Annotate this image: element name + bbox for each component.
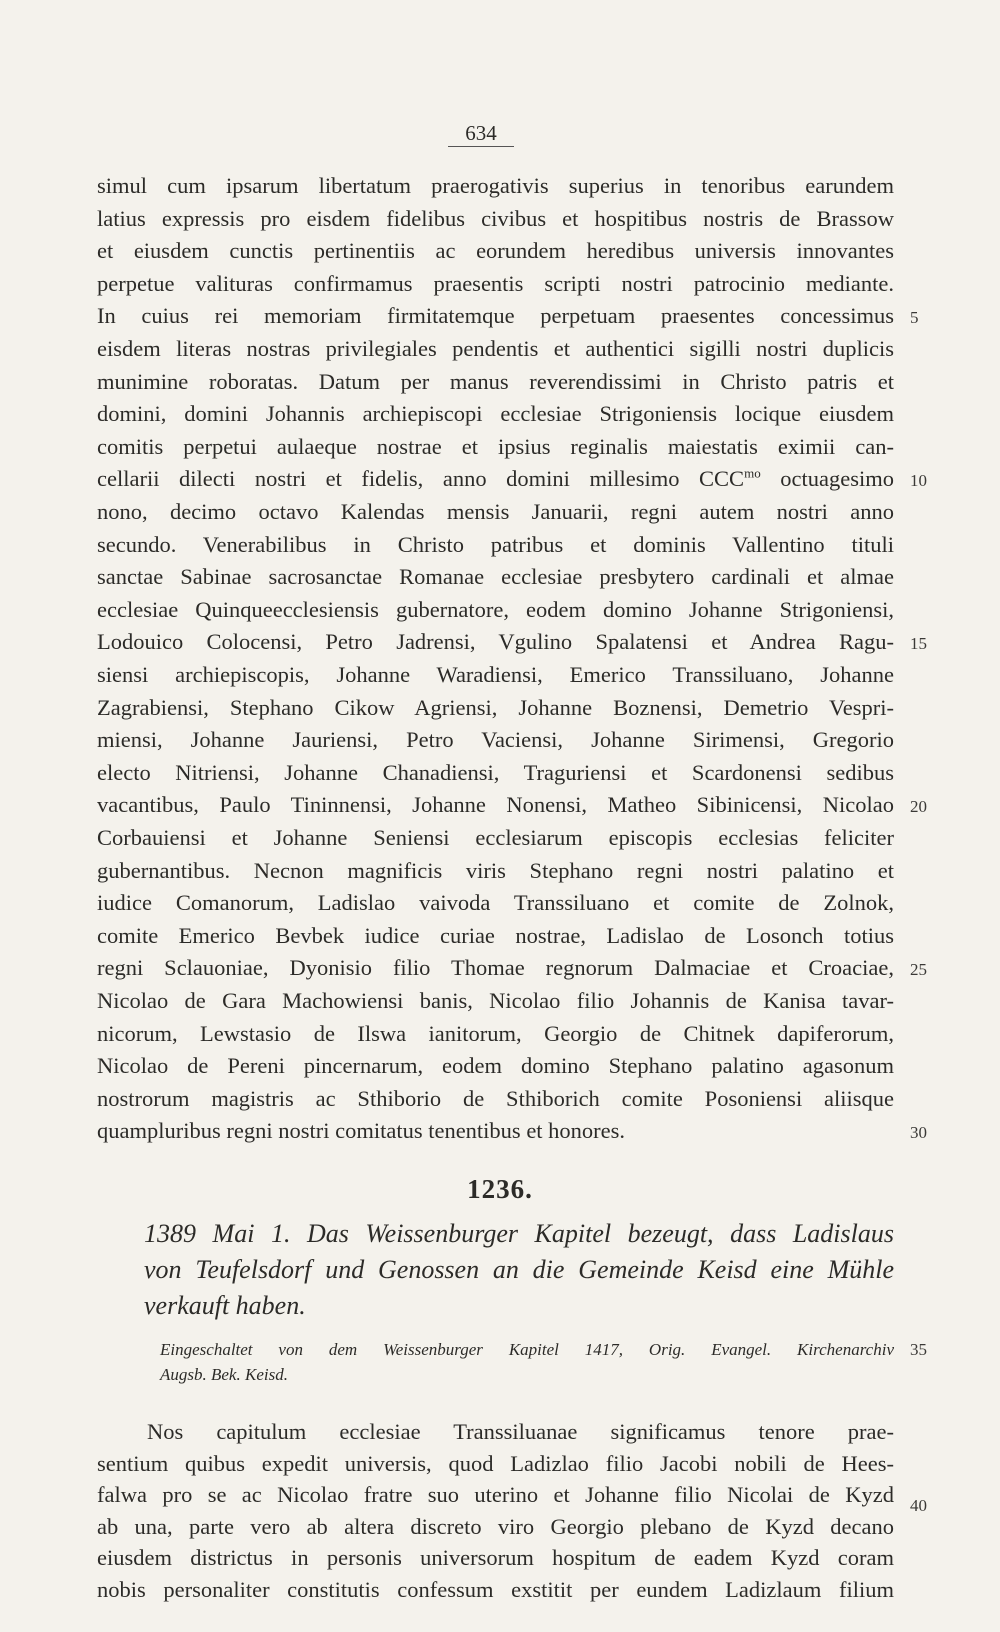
text-line: Nicolao de Gara Machowiensi banis, Nicolao filio Johannis de Kanisa tavar- [97, 988, 894, 1013]
text-line: electo Nitriensi, Johanne Chanadiensi, Traguriensi et Scardonensi sedibus [97, 760, 894, 785]
text-line: siensi archiepiscopis, Johanne Waradiensi, Emerico Transsiluano, Johanne [97, 662, 894, 687]
margin-line-number: 10 [910, 471, 927, 490]
text-line: vacantibus, Paulo Tininnensi, Johanne Nonensi, Matheo Sibinicensi, Nicolao [97, 792, 894, 817]
text-line: Corbauiensi et Johanne Seniensi ecclesiarum episcopis ecclesias feliciter [97, 825, 894, 850]
text-line: domini, domini Johannis archiepiscopi ecclesiae Strigoniensis locique eiusdem [97, 401, 894, 426]
text-line: sanctae Sabinae sacrosanctae Romanae ecclesiae presbytero cardinali et almae [97, 564, 894, 589]
margin-line-number: 5 [910, 308, 919, 327]
text-line: et eiusdem cunctis pertinentiis ac eorundem heredibus universis innovantes [97, 238, 894, 263]
regest-line: 1389 Mai 1. Das Weissenburger Kapitel bezeugt, dass Ladislaus [144, 1219, 894, 1248]
superscript: mo [744, 465, 761, 481]
text-line: latius expressis pro eisdem fidelibus civibus et hospitibus nostris de Brassow [97, 206, 894, 231]
text-line: quampluribus regni nostri comitatus tenentibus et honores. [97, 1118, 626, 1143]
page-number: 634 [448, 120, 514, 147]
margin-line-number: 25 [910, 960, 927, 979]
text-line: Nicolao de Pereni pincernarum, eodem domino Stephano palatino agasonum [97, 1053, 894, 1078]
text-line: Nos capitulum ecclesiae Transsiluanae significamus tenore prae- [147, 1419, 894, 1444]
text-line: regni Sclauoniae, Dyonisio filio Thomae regnorum Dalmaciae et Croaciae, [97, 955, 894, 980]
text-line: simul cum ipsarum libertatum praerogativis superius in tenoribus earundem [97, 173, 894, 198]
text-line: Zagrabiensi, Stephano Cikow Agriensi, Johanne Boznensi, Demetrio Vespri- [97, 695, 894, 720]
text-line: Lodouico Colocensi, Petro Jadrensi, Vgulino Spalatensi et Andrea Ragu- [97, 629, 894, 654]
text-line: nono, decimo octavo Kalendas mensis Januarii, regni autem nostri anno [97, 499, 894, 524]
text-line: iudice Comanorum, Ladislao vaivoda Transsiluano et comite de Zolnok, [97, 890, 894, 915]
text-segment: octuagesimo [760, 466, 894, 491]
margin-line-number: 20 [910, 797, 927, 816]
text-line: comitis perpetui aulaeque nostrae et ipsius reginalis maiestatis eximii can- [97, 434, 894, 459]
text-line: eiusdem districtus in personis universorum hospitum de eadem Kyzd coram [97, 1545, 894, 1570]
text-line: ab una, parte vero ab altera discreto viro Georgio plebano de Kyzd decano [97, 1514, 894, 1539]
margin-line-number: 40 [910, 1496, 927, 1515]
text-line: nostrorum magistris ac Sthiborio de Sthiborich comite Posoniensi aliisque [97, 1086, 894, 1111]
margin-line-number: 35 [910, 1340, 927, 1359]
text-line: nobis personaliter constitutis confessum exstitit per eundem Ladizlaum filium [97, 1577, 894, 1602]
text-line: sentium quibus expedit universis, quod Ladizlao filio Jacobi nobili de Hees- [97, 1451, 894, 1476]
text-line: falwa pro se ac Nicolao fratre suo uterino et Johanne filio Nicolai de Kyzd [97, 1482, 894, 1507]
text-line: nicorum, Lewstasio de Ilswa ianitorum, Georgio de Chitnek dapiferorum, [97, 1021, 894, 1046]
regest-line: von Teufelsdorf und Genossen an die Gemeinde Keisd eine Mühle [144, 1255, 894, 1284]
text-line: munimine roboratas. Datum per manus reverendissimi in Christo patris et [97, 369, 894, 394]
source-note-line: Augsb. Bek. Keisd. [160, 1365, 288, 1384]
document-number: 1236. [467, 1174, 533, 1204]
text-line: miensi, Johanne Jauriensi, Petro Vaciensi, Johanne Sirimensi, Gregorio [97, 727, 894, 752]
margin-line-number: 30 [910, 1123, 927, 1142]
text-line-with-superscript [97, 465, 894, 493]
text-line: perpetue valituras confirmamus praesentis scripti nostri patrocinio mediante. [97, 271, 894, 296]
text-line: comite Emerico Bevbek iudice curiae nostrae, Ladislao de Losonch totius [97, 923, 894, 948]
margin-line-number: 15 [910, 634, 927, 653]
text-line: eisdem literas nostras privilegiales pendentis et authentici sigilli nostri duplicis [97, 336, 894, 361]
text-line: ecclesiae Quinqueecclesiensis gubernatore, eodem domino Johanne Strigoniensi, [97, 597, 894, 622]
text-line: gubernantibus. Necnon magnificis viris Stephano regni nostri palatino et [97, 858, 894, 883]
text-segment: cellarii dilecti nostri et fidelis, anno domini millesimo CCC [97, 466, 745, 491]
text-line: secundo. Venerabilibus in Christo patribus et dominis Vallentino tituli [97, 532, 894, 557]
source-note-line: Eingeschaltet von dem Weissenburger Kapitel 1417, Orig. Evangel. Kirchenarchiv [160, 1340, 894, 1359]
text-line: In cuius rei memoriam firmitatemque perpetuam praesentes concessimus [97, 303, 894, 328]
regest-line: verkauft haben. [144, 1291, 306, 1320]
